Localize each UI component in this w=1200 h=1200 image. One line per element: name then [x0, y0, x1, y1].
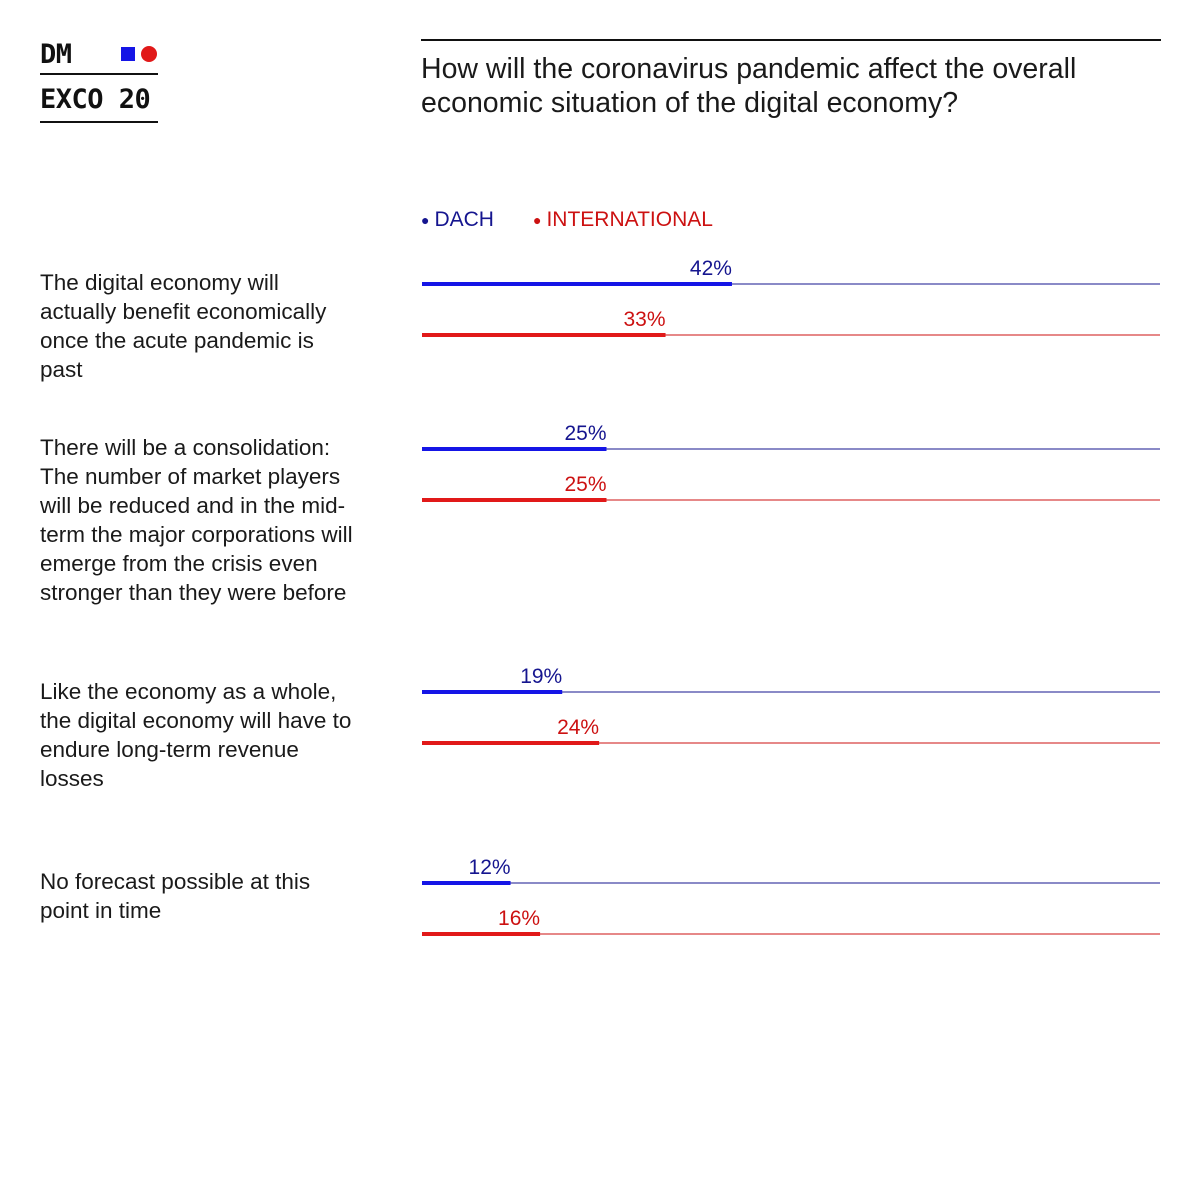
category-label-no-forecast: No forecast possible at this point in time: [40, 869, 311, 923]
data-label-dach-2: 25%: [564, 422, 607, 445]
data-label-dach-4: 12%: [468, 856, 511, 879]
logo-text-exco: EXCO 20: [40, 83, 151, 115]
legend-label-dach: DACH: [434, 208, 494, 231]
data-label-international-4: 16%: [498, 907, 541, 930]
category-label-benefit: The digital economy will actually benefit economically once the acute pandemic is past: [40, 270, 327, 382]
data-label-international-1: 33%: [623, 308, 666, 331]
data-label-international-2: 25%: [564, 473, 607, 496]
category-label-revenue-losses: Like the economy as a whole, the digital economy will have to endure long-term revenue losses: [40, 679, 352, 791]
data-label-dach-3: 19%: [520, 665, 563, 688]
logo-text-dm: DM: [40, 38, 72, 70]
category-label-consolidation: There will be a consolidation: The number of market players will be reduced and in the mid-term the major corporations will emerge from the crisis even stronger than they were before: [40, 435, 353, 605]
legend-dot-dach-icon: ●: [421, 212, 430, 228]
chart-title: How will the coronavirus pandemic affect the overall economic situation of the digital economy?: [421, 53, 1077, 119]
data-label-dach-1: 42%: [689, 257, 732, 280]
legend-label-international: INTERNATIONAL: [546, 208, 713, 231]
data-label-international-3: 24%: [557, 716, 600, 739]
legend-dot-international-icon: ●: [533, 212, 542, 228]
